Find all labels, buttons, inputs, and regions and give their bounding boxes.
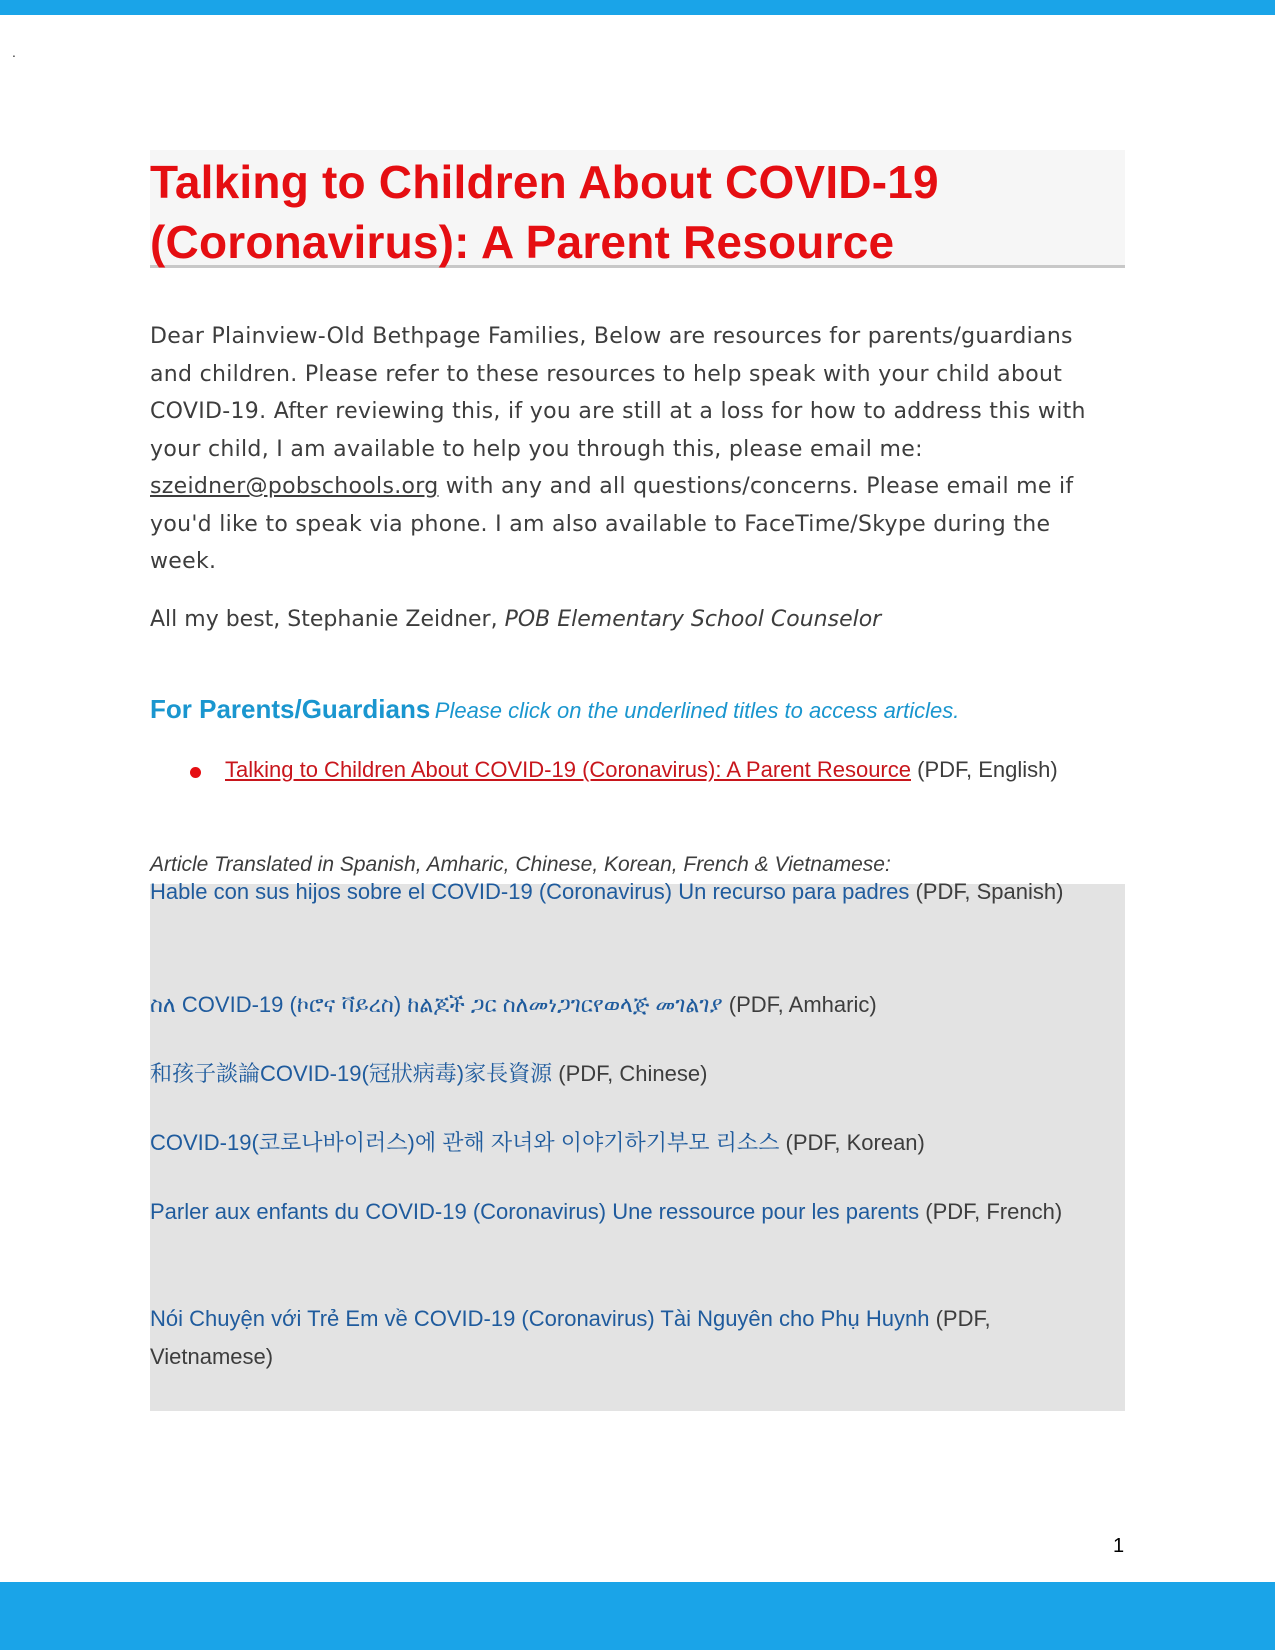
french-article-link[interactable]: Parler aux enfants du COVID-19 (Coronavirus) Une ressource pour les parents — [150, 1199, 920, 1224]
chinese-article-link[interactable]: 和孩子談論COVID-19(冠狀病毒)家長資源 — [150, 1061, 553, 1086]
list-item — [150, 752, 1065, 788]
spanish-article-link[interactable]: Hable con sus hijos sobre el COVID-19 (Coronavirus) Un recurso para padres — [150, 879, 910, 904]
page-title: Talking to Children About COVID-19 (Coronavirus): A Parent Resource — [150, 156, 939, 268]
bullet-dot-icon — [190, 767, 201, 778]
top-color-band — [0, 0, 1275, 15]
translated-articles-label: Article Translated in Spanish, Amharic, Chinese, Korean, French & Vietnamese: — [150, 853, 891, 876]
bottom-color-band — [0, 1582, 1275, 1650]
counselor-email-link[interactable]: szeidner@pobschools.org — [150, 474, 439, 499]
signoff-text: All my best, Stephanie Zeidner, — [150, 607, 505, 632]
french-article-format: (PDF, French) — [919, 1199, 1063, 1224]
intro-text-after-email: with any and all questions/concerns. Please email me if you'd like to speak via phone. I am also available to FaceTime/Skype during the week. — [150, 474, 1074, 574]
corner-dot: . — [12, 44, 16, 60]
parents-subheading: Please click on the underlined titles to access articles. — [434, 698, 960, 723]
translation-item-amharic — [150, 986, 1080, 1024]
translation-item-chinese — [150, 1055, 1080, 1093]
chinese-article-format: (PDF, Chinese) — [552, 1061, 708, 1086]
vietnamese-article-format: (PDF, Vietnamese) — [150, 1306, 991, 1369]
korean-article-format: (PDF, Korean) — [779, 1130, 925, 1155]
spanish-article-format: (PDF, Spanish) — [909, 879, 1064, 904]
parents-heading: For Parents/Guardians — [150, 694, 431, 724]
translation-item-french — [150, 1193, 1080, 1231]
amharic-article-link[interactable]: ስለ COVID-19 (ኮሮና ቫይረስ) ከልጆች ጋር ስለመነጋገርየወላጅ መገልገያ — [150, 992, 723, 1017]
parent-resource-list — [150, 752, 1065, 788]
translation-item-korean — [150, 1124, 1080, 1162]
vietnamese-article-link[interactable]: Nói Chuyện với Trẻ Em về COVID-19 (Coronavirus) Tài Nguyên cho Phụ Huynh — [150, 1306, 930, 1331]
translation-item-vietnamese — [150, 1300, 1080, 1375]
signoff — [150, 602, 1118, 638]
english-article-link[interactable]: Talking to Children About COVID-19 (Coronavirus): A Parent Resource — [225, 757, 911, 782]
translation-item-spanish — [150, 873, 1080, 911]
intro-paragraph — [150, 318, 1118, 581]
korean-article-link[interactable]: COVID-19(코로나바이러스)에 관해 자녀와 이야기하기부모 리소스 — [150, 1130, 780, 1155]
english-article-format: (PDF, English) — [911, 757, 1058, 782]
signoff-role: POB Elementary School Counselor — [504, 607, 882, 632]
intro-text-before-email: Dear Plainview-Old Bethpage Families, Below are resources for parents/guardians and children. Please refer to these resources to help speak with your child about COVID-19. After reviewing this, if you are still at a loss for how to address this with your child, I am available to help you through this, please email me: — [150, 324, 1086, 462]
amharic-article-format: (PDF, Amharic) — [722, 992, 877, 1017]
page-number: 1 — [1113, 1535, 1125, 1557]
parents-section-heading — [150, 691, 1125, 732]
